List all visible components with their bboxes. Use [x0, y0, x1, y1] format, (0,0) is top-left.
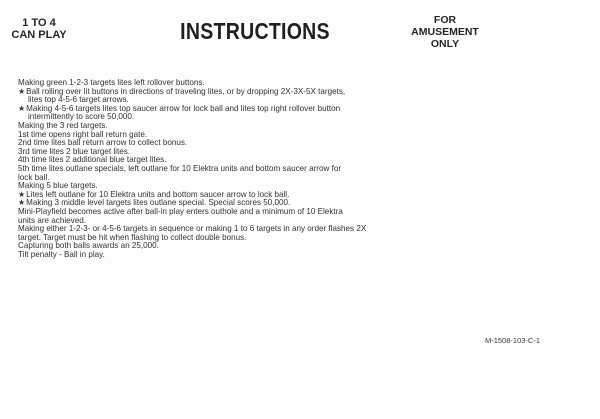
amusement-notice	[410, 14, 480, 50]
instruction-line: lites top 4-5-6 target arrows.	[28, 95, 129, 105]
instruction-line: Making the 3 red targets.	[18, 120, 108, 130]
amusement-notice-line2: AMUSEMENT	[411, 26, 479, 38]
instruction-line-starred: ★ Ball rolling over lit buttons in directions of traveling lites, or by dropping 2X-3X-5X targets,	[18, 88, 538, 97]
instruction-line: 2nd time lites ball return arrow to collect bonus.	[18, 138, 188, 148]
player-count-line2: CAN PLAY	[11, 29, 67, 41]
instruction-line: 5th time lites outlane specials, left outlane for 10 Elektra units and bottom saucer arrow for	[18, 163, 342, 173]
instruction-line: 4th time lites 2 additional blue target lites.	[18, 155, 167, 165]
instruction-line: Mini-Playfield becomes active after ball-in play enters outhole and a minimum of 10 Elektra	[18, 206, 343, 216]
amusement-notice-line3: ONLY	[430, 38, 460, 50]
player-count-label	[4, 17, 74, 41]
amusement-notice-line1: FOR	[433, 14, 457, 26]
part-number: M-1508-103-C-1	[484, 336, 540, 345]
instruction-line: Making either 1-2-3- or 4-5-6 targets in sequence or making 1 to 6 targets in any order flashes 2X	[18, 224, 367, 234]
instruction-line: target. Target must be hit when flashing to collect double bonus.	[18, 232, 247, 242]
instruction-line-starred: ★ Lites left outlane for 10 Elektra units and bottom saucer arrow to lock ball.	[18, 191, 538, 200]
instruction-line: 1st time opens right ball return gate.	[18, 129, 148, 139]
instruction-line: Making green 1-2-3 targets lites left rollover buttons.	[18, 78, 205, 87]
instruction-line: 3rd time lites 2 blue target lites.	[18, 146, 131, 156]
page-title: INSTRUCTIONS	[180, 18, 330, 44]
player-count-line1: 1 TO 4	[22, 17, 56, 29]
instruction-line: Tilt penalty - Ball in play.	[18, 249, 105, 259]
instruction-line: lock ball.	[18, 172, 50, 182]
instruction-list	[18, 79, 538, 259]
instruction-line: Capturing both balls awards an 25,000.	[18, 241, 159, 251]
instruction-line-starred: ★ Making 4-5-6 targets lites top saucer arrow for lock ball and lites top right rollover button	[18, 105, 538, 114]
instruction-line: Making 5 blue targets.	[18, 181, 98, 191]
instruction-line: intermittently to score 50,000.	[28, 112, 135, 122]
instruction-line-starred: ★ Making 3 middle level targets lites outlane special. Special scores 50,000.	[18, 199, 538, 208]
instruction-line: units are achieved.	[18, 215, 86, 225]
